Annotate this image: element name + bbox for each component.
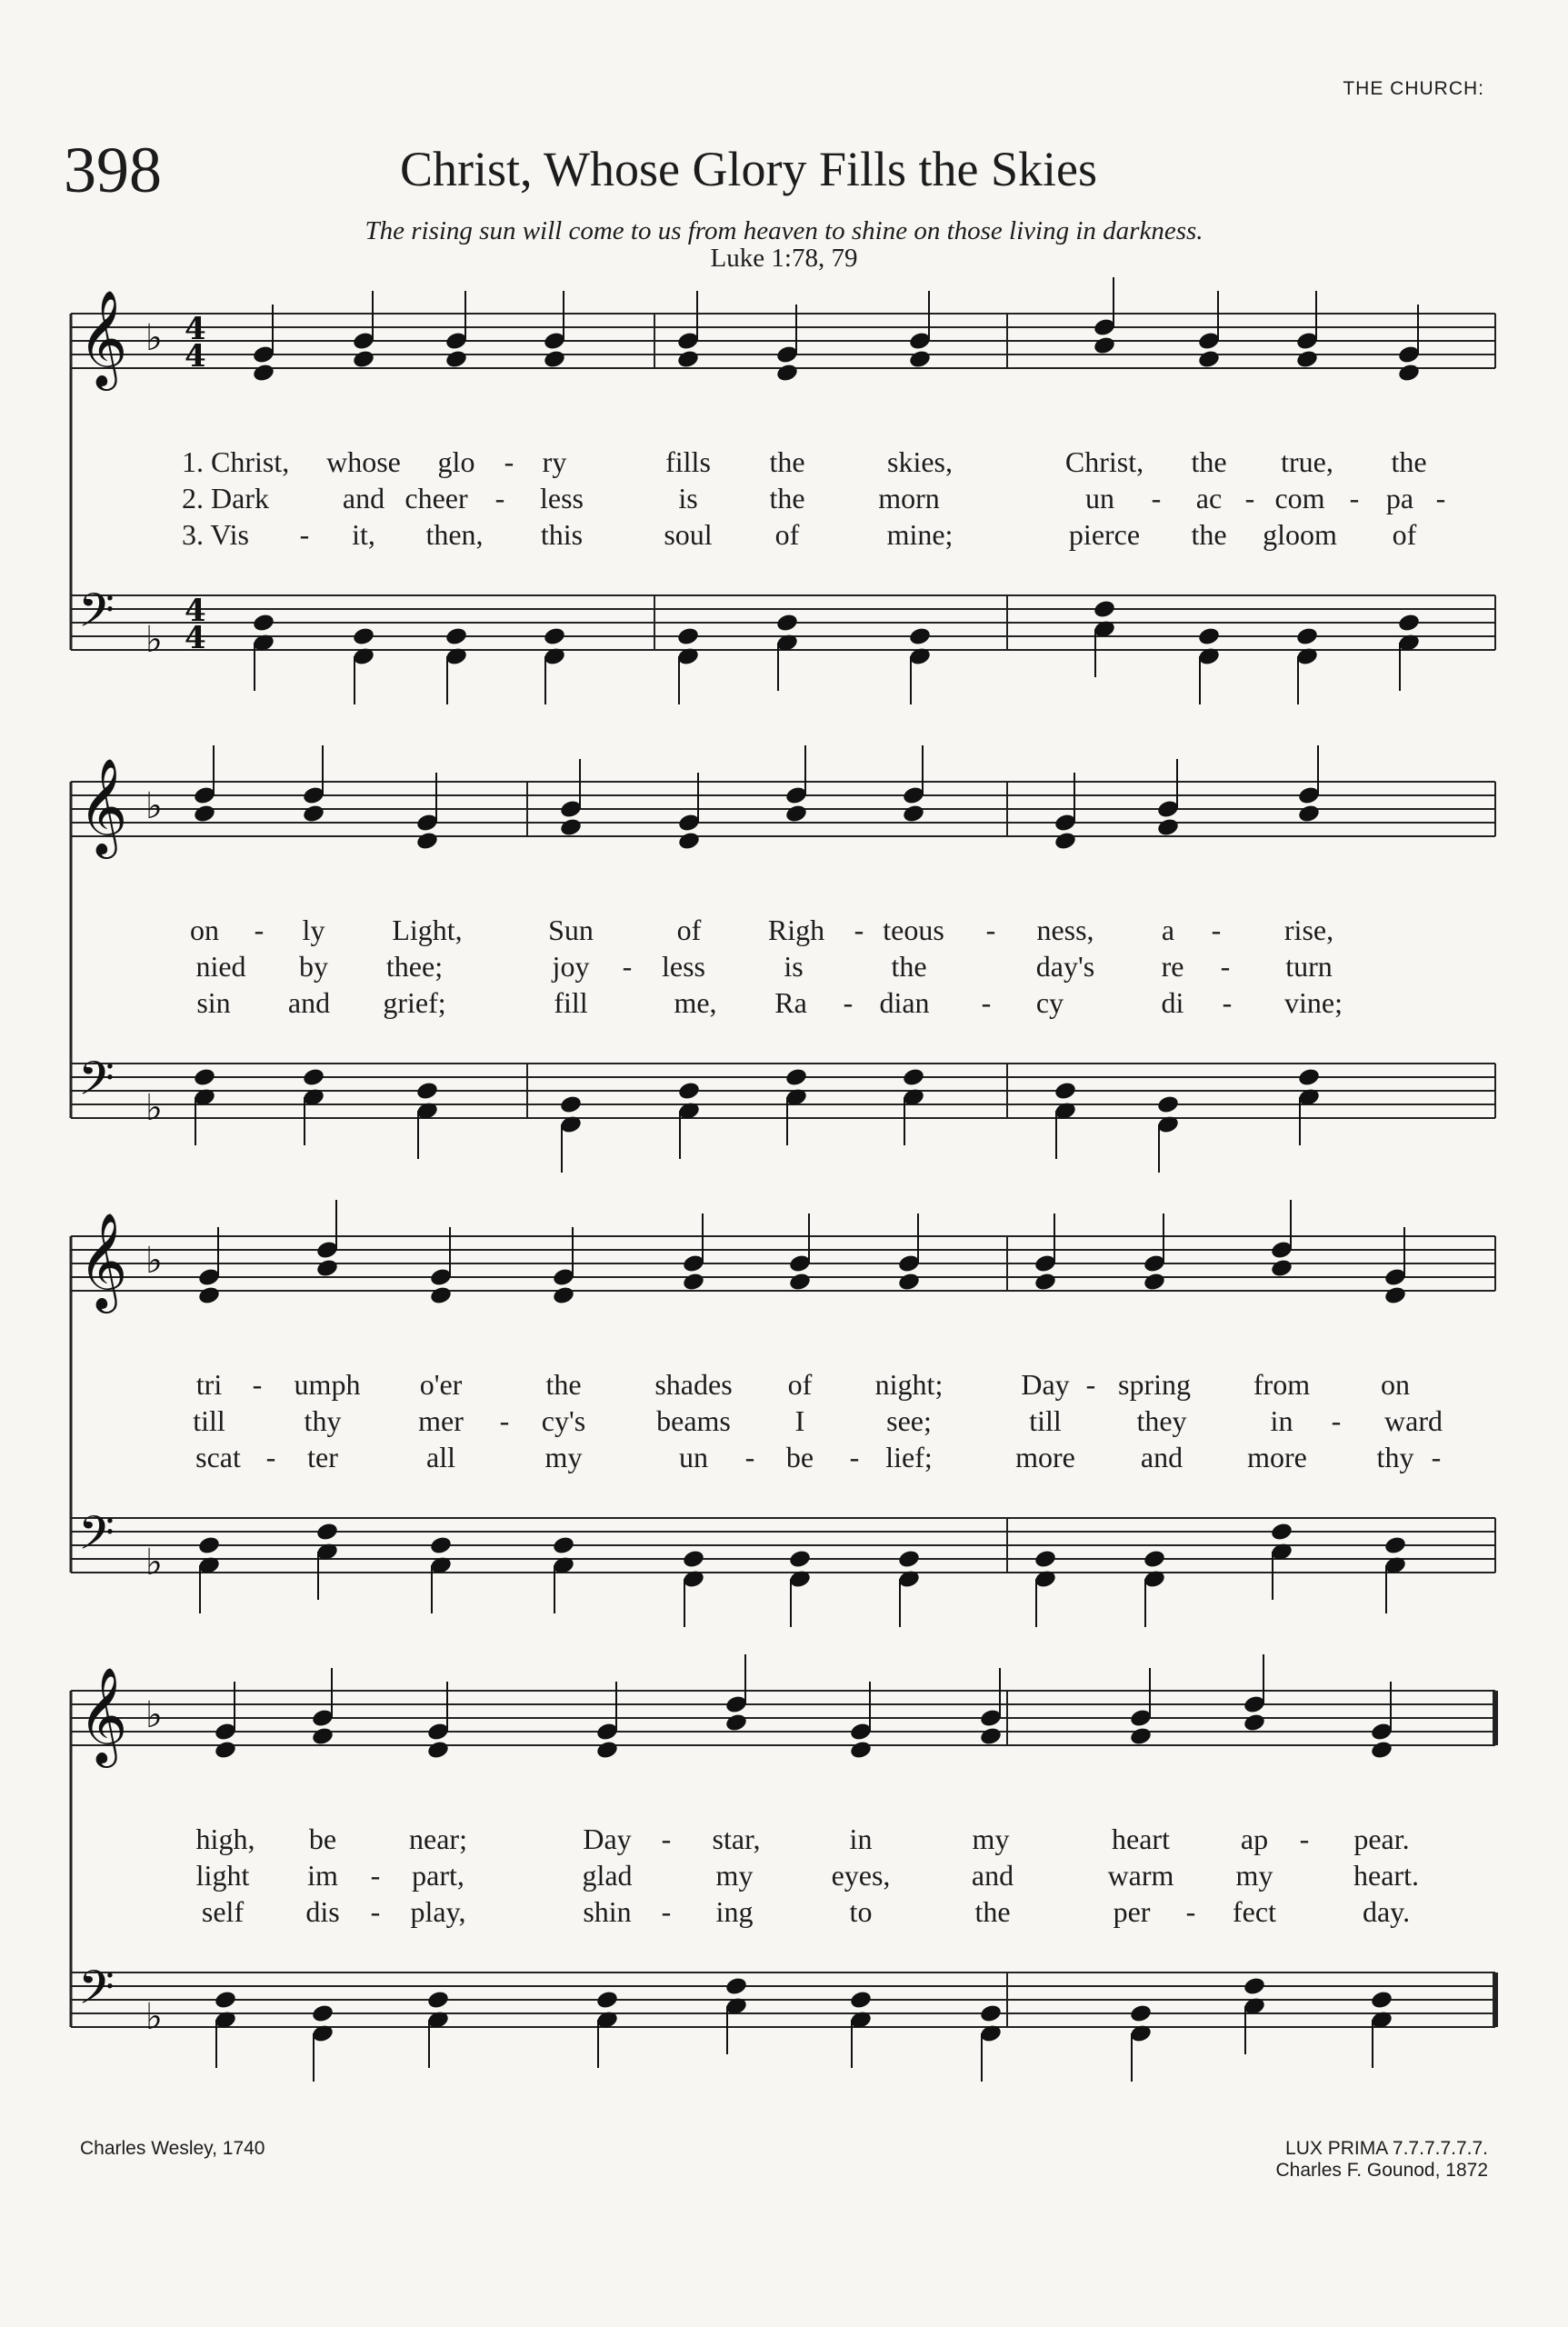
section-label: THE CHURCH:: [1343, 78, 1484, 99]
lyric-syllable: high,: [195, 1823, 255, 1855]
bass-clef: 𝄢: [78, 1051, 115, 1117]
lyric-syllable: is: [678, 482, 698, 514]
lyric-syllable: cy's: [541, 1404, 586, 1437]
tune-name: LUX PRIMA 7.7.7.7.7.7.: [1285, 2138, 1488, 2159]
lyric-syllable: the: [891, 950, 927, 983]
lyric-syllable: -: [1349, 482, 1360, 514]
lyric-syllable: less: [540, 482, 584, 514]
lyric-syllable: dis: [305, 1895, 340, 1928]
lyric-syllable: warm: [1107, 1859, 1174, 1892]
bass-clef: 𝄢: [78, 1960, 115, 2026]
lyric-syllable: the: [545, 1368, 582, 1401]
lyric-syllable: from: [1253, 1368, 1311, 1401]
lyric-syllable: -: [744, 1441, 755, 1473]
lyric-syllable: Righ: [767, 914, 825, 946]
lyric-syllable: pear.: [1353, 1823, 1410, 1855]
treble-note-head: [311, 1726, 335, 1747]
key-signature-flat: ♭: [145, 1694, 163, 1736]
treble-clef: 𝄞: [78, 757, 128, 854]
lyric-syllable: Ra: [774, 986, 807, 1019]
lyric-syllable: Day: [1021, 1368, 1070, 1401]
lyric-syllable: ly: [302, 914, 325, 946]
lyric-syllable: me,: [674, 986, 717, 1019]
lyric-syllable: heart.: [1353, 1859, 1419, 1892]
lyric-syllable: -: [1151, 482, 1162, 514]
lyric-syllable: per: [1113, 1895, 1151, 1928]
lyric-syllable: ness,: [1036, 914, 1094, 946]
lyric-syllable: mer: [418, 1404, 464, 1437]
lyric-syllable: vine;: [1284, 986, 1343, 1019]
lyric-syllable: -: [504, 445, 514, 478]
lyric-syllable: -: [661, 1895, 672, 1928]
treble-clef: 𝄞: [78, 289, 128, 386]
lyric-syllable: fill: [554, 986, 588, 1019]
lyric-syllable: night;: [874, 1368, 944, 1401]
lyric-syllable: -: [985, 914, 996, 946]
lyric-syllable: -: [370, 1859, 381, 1892]
lyric-syllable: spring: [1118, 1368, 1191, 1401]
time-signature-bottom: 4: [185, 338, 206, 375]
bass-note-head: [1129, 2003, 1153, 2024]
lyric-syllable: lief;: [885, 1441, 933, 1473]
lyric-syllable: of: [787, 1368, 813, 1401]
bass-note-head: [426, 1990, 450, 2011]
lyric-syllable: and: [342, 482, 385, 514]
lyric-syllable: -: [1431, 1441, 1442, 1473]
key-signature-flat: ♭: [145, 1240, 163, 1282]
lyric-syllable: light: [195, 1859, 250, 1892]
lyric-syllable: di: [1161, 986, 1184, 1019]
lyric-syllable: ward: [1384, 1404, 1443, 1437]
bass-clef: 𝄢: [78, 1505, 115, 1572]
lyric-syllable: see;: [886, 1404, 932, 1437]
lyric-syllable: un: [679, 1441, 708, 1473]
treble-note-head: [214, 1740, 237, 1761]
lyric-syllable: cheer: [404, 482, 468, 514]
bass-note-head: [311, 2003, 335, 2024]
treble-clef: 𝄞: [78, 1666, 128, 1763]
lyric-syllable: nied: [195, 950, 246, 983]
epigraph: The rising sun will come to us from heaven to shine on those living in darkness.: [365, 216, 1203, 245]
lyric-syllable: Light,: [392, 914, 463, 946]
lyric-syllable: it,: [352, 518, 375, 551]
key-signature-flat: ♭: [145, 1087, 163, 1129]
bass-note-head: [1370, 1990, 1393, 2011]
lyric-syllable: be: [308, 1823, 337, 1855]
lyric-syllable: whose: [326, 445, 401, 478]
lyric-syllable: -: [1211, 914, 1222, 946]
lyric-syllable: -: [1085, 1368, 1096, 1401]
lyric-syllable: pierce: [1068, 518, 1141, 551]
lyric-syllable: the: [769, 482, 805, 514]
lyric-syllable: im: [307, 1859, 338, 1892]
lyric-syllable: and: [971, 1859, 1014, 1892]
lyric-syllable: glo: [437, 445, 475, 478]
lyric-syllable: self: [201, 1895, 245, 1928]
lyric-syllable: ry: [542, 445, 567, 478]
text-attribution: Charles Wesley, 1740: [80, 2138, 265, 2159]
lyric-syllable: -: [981, 986, 992, 1019]
lyric-syllable: Day: [583, 1823, 632, 1855]
treble-note-head: [724, 1713, 748, 1733]
lyric-syllable: I: [794, 1404, 805, 1437]
key-signature-flat: ♭: [145, 317, 163, 359]
lyric-syllable: 3. Vis: [182, 518, 249, 551]
lyric-syllable: -: [854, 914, 864, 946]
lyric-syllable: -: [1435, 482, 1446, 514]
lyric-syllable: fect: [1233, 1895, 1276, 1928]
lyric-syllable: un: [1085, 482, 1114, 514]
lyric-syllable: in: [849, 1823, 873, 1855]
lyric-syllable: scat: [195, 1441, 241, 1473]
treble-note-head: [849, 1740, 873, 1761]
lyric-syllable: day's: [1035, 950, 1095, 983]
bass-note-head: [849, 1990, 873, 2011]
lyric-syllable: -: [622, 950, 633, 983]
lyric-syllable: -: [299, 518, 310, 551]
treble-note-head: [595, 1740, 619, 1761]
treble-note-head: [979, 1726, 1003, 1747]
lyric-syllable: of: [676, 914, 702, 946]
key-signature-flat: ♭: [145, 1996, 163, 2038]
lyric-syllable: mine;: [886, 518, 954, 551]
key-signature-flat: ♭: [145, 785, 163, 827]
lyric-syllable: tri: [195, 1368, 223, 1401]
lyric-syllable: my: [1235, 1859, 1273, 1892]
lyric-syllable: Christ,: [1064, 445, 1144, 478]
lyric-syllable: beams: [656, 1404, 731, 1437]
lyric-syllable: my: [972, 1823, 1010, 1855]
time-signature-top: 4: [185, 311, 206, 347]
lyric-syllable: near;: [409, 1823, 467, 1855]
lyric-syllable: morn: [878, 482, 940, 514]
lyric-syllable: -: [1220, 950, 1231, 983]
lyric-syllable: ac: [1195, 482, 1223, 514]
lyric-syllable: then,: [425, 518, 484, 551]
lyric-syllable: this: [540, 518, 584, 551]
treble-note-head: [1370, 1740, 1393, 1761]
lyric-syllable: eyes,: [831, 1859, 891, 1892]
lyric-syllable: star,: [712, 1823, 761, 1855]
tune-attribution: [1276, 2138, 1488, 2182]
bass-note-head: [724, 1976, 748, 1997]
lyric-syllable: -: [1244, 482, 1255, 514]
lyric-syllable: -: [849, 1441, 860, 1473]
lyric-syllable: dian: [879, 986, 930, 1019]
lyric-syllable: -: [370, 1895, 381, 1928]
lyric-syllable: more: [1247, 1441, 1307, 1473]
bass-clef: 𝄢: [78, 583, 115, 649]
lyric-syllable: till: [1029, 1404, 1062, 1437]
lyric-syllable: -: [252, 1368, 263, 1401]
composer: Charles F. Gounod, 1872: [1275, 2160, 1488, 2182]
lyric-syllable: play,: [410, 1895, 466, 1928]
lyric-syllable: -: [1185, 1895, 1196, 1928]
lyric-syllable: rise,: [1283, 914, 1334, 946]
key-signature-flat: ♭: [145, 1542, 163, 1583]
lyric-syllable: grief;: [383, 986, 446, 1019]
lyric-syllable: of: [774, 518, 800, 551]
bass-note-head: [979, 2003, 1003, 2024]
lyric-syllable: -: [1331, 1404, 1342, 1437]
time-signature-bottom: 4: [185, 620, 206, 656]
lyric-syllable: glad: [582, 1859, 633, 1892]
lyric-syllable: -: [1222, 986, 1233, 1019]
lyric-syllable: all: [426, 1441, 455, 1473]
lyric-syllable: the: [1191, 445, 1227, 478]
lyric-syllable: day.: [1362, 1895, 1411, 1928]
lyric-syllable: sin: [196, 986, 231, 1019]
lyric-syllable: -: [494, 482, 505, 514]
lyric-syllable: 1. Christ,: [182, 445, 290, 478]
lyric-syllable: o'er: [419, 1368, 463, 1401]
lyric-syllable: they: [1136, 1404, 1187, 1437]
bass-note-head: [595, 1990, 619, 2011]
hymn-title: Christ, Whose Glory Fills the Skies: [400, 142, 1098, 196]
lyric-syllable: is: [784, 950, 804, 983]
lyric-syllable: till: [193, 1404, 225, 1437]
lyric-syllable: -: [843, 986, 854, 1019]
lyric-syllable: of: [1392, 518, 1417, 551]
lyric-syllable: fills: [665, 445, 711, 478]
lyric-syllable: Sun: [548, 914, 594, 946]
lyric-syllable: and: [287, 986, 331, 1019]
lyric-syllable: teous: [883, 914, 944, 946]
lyric-syllable: by: [299, 950, 328, 983]
lyric-syllable: less: [662, 950, 705, 983]
lyric-syllable: shades: [654, 1368, 733, 1401]
lyric-syllable: -: [265, 1441, 276, 1473]
lyric-syllable: the: [974, 1895, 1011, 1928]
lyric-syllable: a: [1161, 914, 1175, 946]
lyric-syllable: the: [1191, 518, 1227, 551]
lyric-syllable: gloom: [1263, 518, 1337, 551]
lyric-syllable: be: [785, 1441, 814, 1473]
lyric-syllable: 2. Dark: [182, 482, 269, 514]
lyric-syllable: heart: [1112, 1823, 1170, 1855]
bass-note-head: [214, 1990, 237, 2011]
lyric-syllable: pa: [1385, 482, 1414, 514]
treble-clef: 𝄞: [78, 1212, 128, 1309]
lyric-syllable: the: [1391, 445, 1427, 478]
scripture-reference: Luke 1:78, 79: [710, 244, 858, 273]
hymn-number: 398: [64, 134, 162, 206]
lyric-syllable: -: [661, 1823, 672, 1855]
lyric-syllable: -: [254, 914, 265, 946]
lyric-syllable: joy: [552, 950, 590, 983]
lyric-syllable: -: [499, 1404, 510, 1437]
treble-note-head: [426, 1740, 450, 1761]
lyric-syllable: ap: [1240, 1823, 1269, 1855]
lyric-syllable: my: [715, 1859, 754, 1892]
lyric-syllable: ter: [307, 1441, 338, 1473]
lyric-syllable: umph: [294, 1368, 361, 1401]
bass-note-head: [1243, 1976, 1266, 1997]
lyric-syllable: true,: [1281, 445, 1333, 478]
lyric-syllable: thee;: [385, 950, 444, 983]
lyric-syllable: on: [190, 914, 219, 946]
lyric-syllable: thy: [1376, 1441, 1414, 1473]
lyric-syllable: to: [849, 1895, 873, 1928]
lyric-syllable: -: [1299, 1823, 1310, 1855]
lyric-syllable: com: [1274, 482, 1325, 514]
treble-note-head: [1129, 1726, 1153, 1747]
lyric-syllable: shin: [583, 1895, 632, 1928]
key-signature-flat: ♭: [145, 619, 163, 661]
lyric-syllable: soul: [664, 518, 713, 551]
lyric-syllable: the: [769, 445, 805, 478]
lyric-syllable: ing: [715, 1895, 754, 1928]
lyric-syllable: skies,: [887, 445, 953, 478]
lyric-syllable: my: [544, 1441, 583, 1473]
lyric-syllable: thy: [304, 1404, 342, 1437]
time-signature-top: 4: [185, 593, 206, 629]
lyric-syllable: re: [1161, 950, 1184, 983]
lyric-syllable: on: [1381, 1368, 1410, 1401]
treble-note-head: [1243, 1713, 1266, 1733]
lyric-syllable: cy: [1035, 986, 1064, 1019]
lyric-syllable: in: [1270, 1404, 1293, 1437]
lyric-syllable: and: [1140, 1441, 1183, 1473]
lyric-syllable: part,: [412, 1859, 464, 1892]
lyric-syllable: more: [1015, 1441, 1075, 1473]
lyric-syllable: turn: [1285, 950, 1333, 983]
